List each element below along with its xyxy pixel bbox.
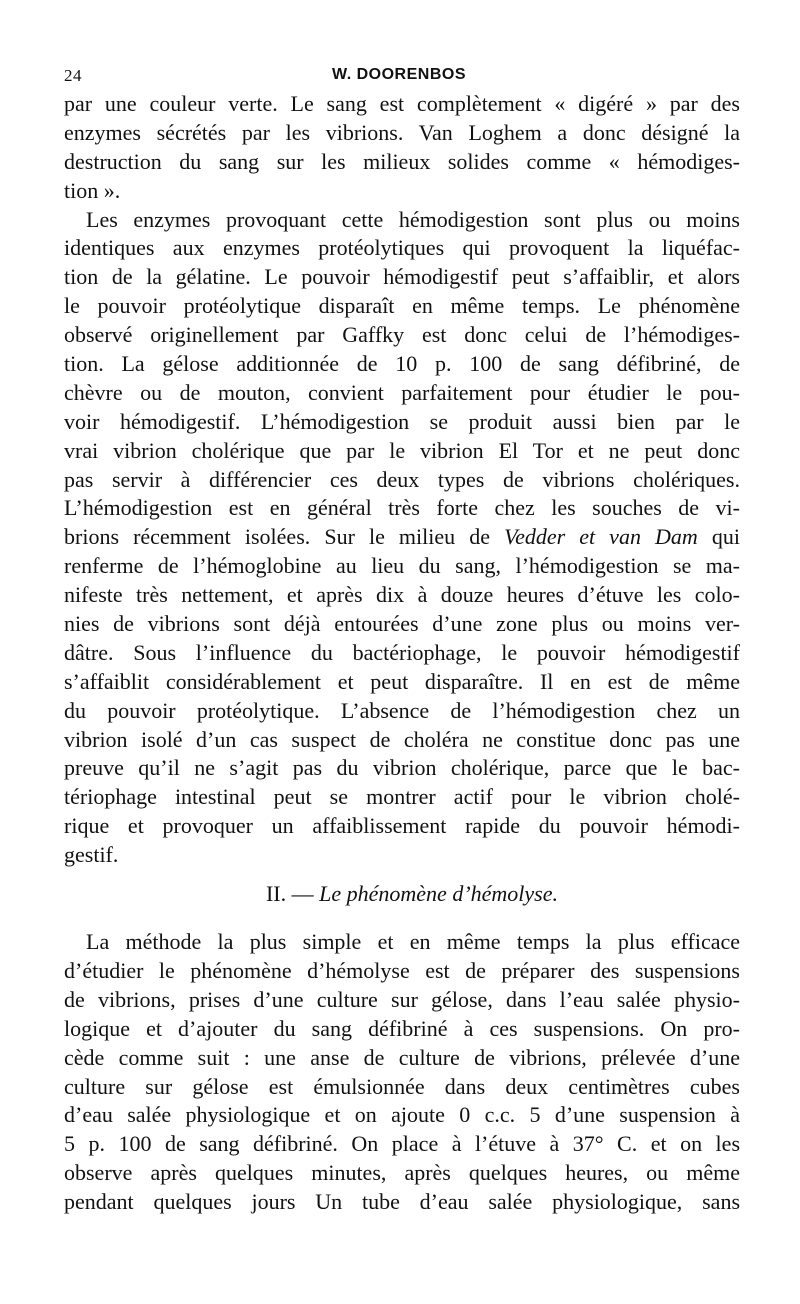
text-line: enzymes sécrétés par les vibrions. Van Loghem a donc désigné la (64, 119, 740, 145)
text-line: 5 p. 100 de sang défibriné. On place à l’étuve à 37° C. et on les (64, 1131, 740, 1157)
body-text (64, 90, 740, 1217)
text-line: tion. La gélose additionnée de 10 p. 100 de sang défibriné, de (64, 351, 740, 377)
text-line: voir hémodigestif. L’hémodigestion se produit aussi bien par le (64, 408, 740, 434)
text-line: tion ». (64, 177, 121, 203)
text-line: Les enzymes provoquant cette hémodigestion sont plus ou moins (86, 206, 740, 232)
text-line: observé originellement par Gaffky est donc celui de l’hémodiges- (64, 322, 740, 348)
running-title: W. DOORENBOS (332, 66, 467, 83)
text-line: dâtre. Sous l’influence du bactériophage, le pouvoir hémodigestif (64, 639, 740, 665)
text-line: s’affaiblit considérablement et peut disparaître. Il en est de même (64, 668, 740, 694)
text-line: nies de vibrions sont déjà entourées d’une zone plus ou moins ver- (64, 611, 740, 637)
text-line: nifeste très nettement, et après dix à douze heures d’étuve les colo- (64, 582, 740, 608)
text-line: pendant quelques jours Un tube d’eau salée physiologique, sans (64, 1189, 740, 1215)
paragraph (64, 206, 740, 870)
text-segment: brions récemment isolées. Sur le milieu de (64, 524, 505, 550)
text-line: rique et provoquer un affaiblissement rapide du pouvoir hémodi- (64, 813, 740, 839)
text-line: d’étudier le phénomène d’hémolyse est de préparer des suspensions (64, 957, 740, 983)
text-line: d’eau salée physiologique et on ajoute 0 c.c. 5 d’une suspension à (64, 1102, 740, 1128)
text-line: par une couleur verte. Le sang est complètement « digéré » par des (64, 91, 740, 116)
text-line: observe après quelques minutes, après quelques heures, ou même (64, 1160, 740, 1186)
text-line: gestif. (64, 842, 119, 868)
section-number: II. — (265, 881, 320, 907)
paragraph (64, 928, 740, 1217)
text-line: vibrion isolé d’un cas suspect de choléra ne constitue donc pas une (64, 726, 740, 752)
text-line: tion de la gélatine. Le pouvoir hémodigestif peut s’affaiblir, et alors (64, 264, 740, 290)
text-line: L’hémodigestion est en général très forte chez les souches de vi- (64, 495, 740, 521)
section-title: Le phénomène d’hémolyse. (319, 881, 559, 907)
text-line: renferme de l’hémoglobine au lieu du sang, l’hémodigestion se ma- (64, 553, 740, 579)
text-line: de vibrions, prises d’une culture sur gélose, dans l’eau salée physio- (64, 986, 740, 1012)
text-line-with-citation (64, 523, 740, 552)
text-line: pas servir à différencier ces deux types de vibrions cholériques. (64, 466, 740, 492)
text-line: preuve qu’il ne s’agit pas du vibrion cholérique, parce que le bac- (64, 755, 740, 781)
text-line: du pouvoir protéolytique. L’absence de l’hémodigestion chez un (64, 697, 740, 723)
running-header (64, 60, 740, 90)
page-number: 24 (64, 66, 82, 85)
text-segment: qui (697, 524, 740, 550)
book-page (64, 60, 740, 1217)
text-line: cède comme suit : une anse de culture de vibrions, prélevée d’une (64, 1044, 740, 1070)
section-heading (64, 880, 740, 908)
text-line: identiques aux enzymes protéolytiques qui provoquent la liquéfac- (64, 235, 740, 261)
citation-authors: Vedder et van Dam (504, 524, 698, 550)
text-line: culture sur gélose est émulsionnée dans deux centimètres cubes (64, 1073, 740, 1099)
text-line: vrai vibrion cholérique que par le vibrion El Tor et ne peut donc (64, 437, 740, 463)
text-line: destruction du sang sur les milieux solides comme « hémodiges- (64, 148, 740, 174)
text-line: tériophage intestinal peut se montrer actif pour le vibrion cholé- (64, 784, 740, 810)
paragraph (64, 90, 740, 206)
text-line: le pouvoir protéolytique disparaît en même temps. Le phénomène (64, 293, 740, 319)
text-line: La méthode la plus simple et en même temps la plus efficace (86, 929, 740, 955)
text-line: chèvre ou de mouton, convient parfaitement pour étudier le pou- (64, 379, 740, 405)
text-line: logique et d’ajouter du sang défibriné à ces suspensions. On pro- (64, 1015, 740, 1041)
